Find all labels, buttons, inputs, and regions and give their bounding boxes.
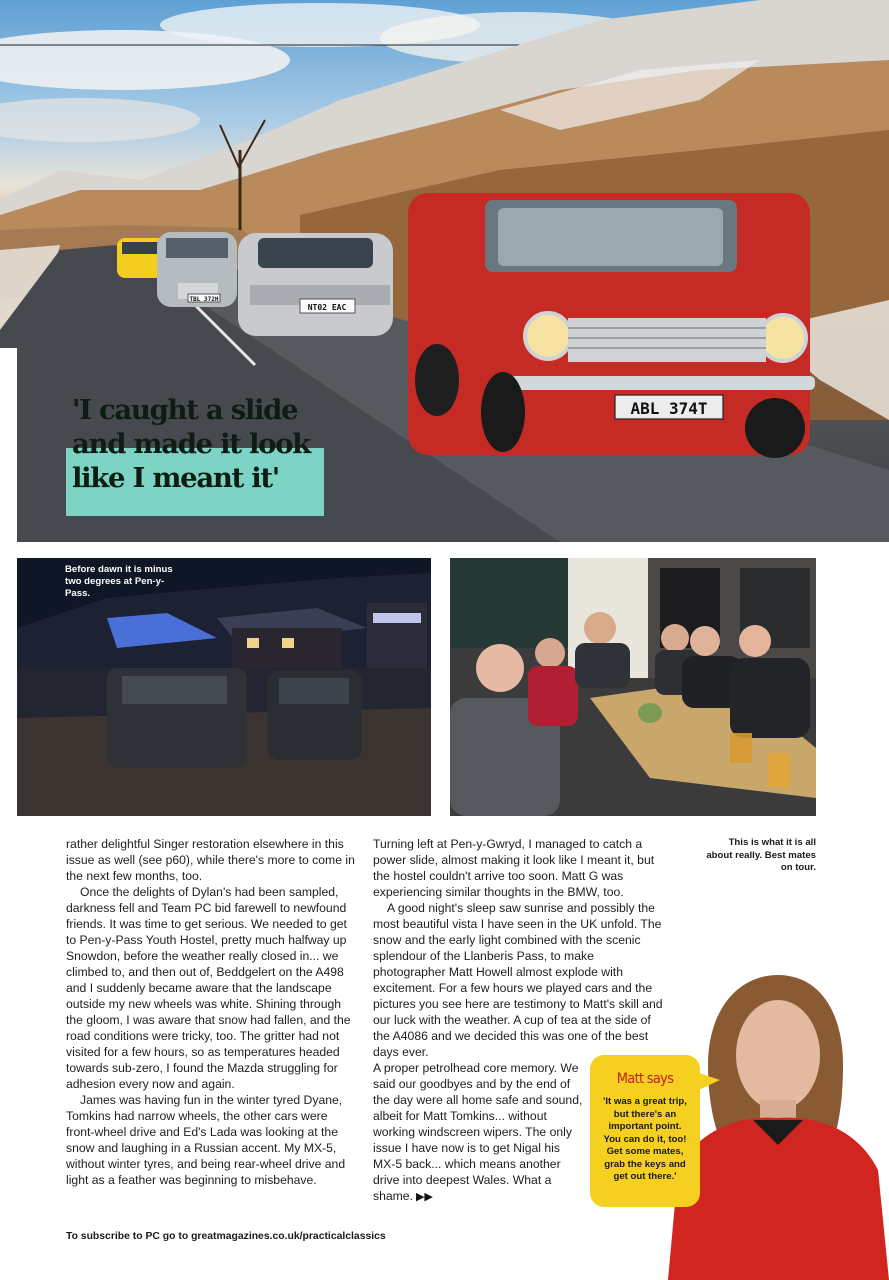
pull-quote-line: 'I caught a slide	[72, 394, 298, 426]
matt-portrait	[668, 970, 889, 1280]
matt-says-quote: 'It was a great trip, but there's an important point. You can do it, too! Get some mates, grab the keys and get out there.'	[603, 1096, 687, 1182]
photo-caption: Before dawn it is minus two degrees at Pen-y-Pass.	[65, 564, 173, 599]
hero-margin-strip	[0, 348, 17, 542]
pub-photo	[450, 558, 816, 816]
matt-says-title: Matt says	[616, 1071, 674, 1087]
paragraph: Once the delights of Dylan's had been sampled, darkness fell and Team PC bid farewell to newfound friends. It was time to get serious. We needed to get to Pen-y-Pass Youth Hostel, pretty much halfway up Snowdon, before the weather really closed in... we climbed to, and then out of, Beddgelert on the A498 and I suddenly became aware that the landscape outside my new wheels was white. Shining through the gloom, I was aware that snow had fallen, and the road conditions were tricky, too. The gritter had not visited for a few hours, so as temperatures headed towards sub-zero, I found the Mazda struggling for adhesion every now and again.	[66, 885, 351, 1091]
pull-quote-line: and made it look	[72, 428, 310, 460]
paragraph: Turning left at Pen-y-Gwryd, I managed to catch a power slide, almost making it look like I meant it, but the hostel couldn't arrive too soon. Matt G was experiencing similar thoughts in the BMW, too.	[373, 837, 655, 899]
hero-photo	[0, 0, 889, 542]
paragraph-last	[373, 1060, 583, 1205]
lada-plate: ABL 374T	[630, 399, 708, 418]
pull-quote-line: like I meant it'	[72, 462, 279, 494]
article-column-1	[66, 836, 358, 1188]
paragraph: rather delightful Singer restoration elsewhere in this issue as well (see p60), while there's more to come in the next few months, too.	[66, 837, 355, 883]
end-of-article-icon: ▶▶	[415, 1191, 433, 1203]
photo-caption: This is what it is all about really. Best mates on tour.	[706, 837, 816, 873]
bmw-plate: NT02 EAC	[307, 303, 347, 312]
morris-plate: TBL 372H	[189, 296, 219, 303]
pub-illustration	[450, 558, 816, 816]
subscribe-footer: To subscribe to PC go to greatmagazines.co.uk/practicalclassics	[66, 1231, 386, 1242]
night-photo	[17, 558, 431, 816]
pull-quote	[72, 393, 310, 495]
paragraph: A good night's sleep saw sunrise and possibly the most beautiful vista I have seen in the UK unfold. The snow and the early light combined with the scenic splendour of the Llanberis Pass, to make photographer Matt Howell almost explode with excitement. For a few hours we played cars and the pictures you see here are testimony to Matt's skill and our luck with the weather. A cup of tea at the side of the A4086 and we decided this was one of the best days ever.	[373, 901, 663, 1059]
paragraph: A proper petrolhead core memory. We said our goodbyes and by the end of the day were all home safe and sound, albeit for Matt Tomkins... without working windscreen wipers. The only issue I have now is to get Nigal his MX-5 back... which means another drive into deepest Wales. What a shame.	[373, 1061, 583, 1203]
matt-says-bubble	[590, 1055, 700, 1207]
paragraph: James was having fun in the winter tyred Dyane, Tomkins had narrow wheels, the other cars were front-wheel drive and Ed's Lada was looking at the snow and laughing in a Russian accent. My MX-5, without winter tyres, and being rear-wheel drive and light as a feather was beginning to misbehave.	[66, 1093, 346, 1187]
